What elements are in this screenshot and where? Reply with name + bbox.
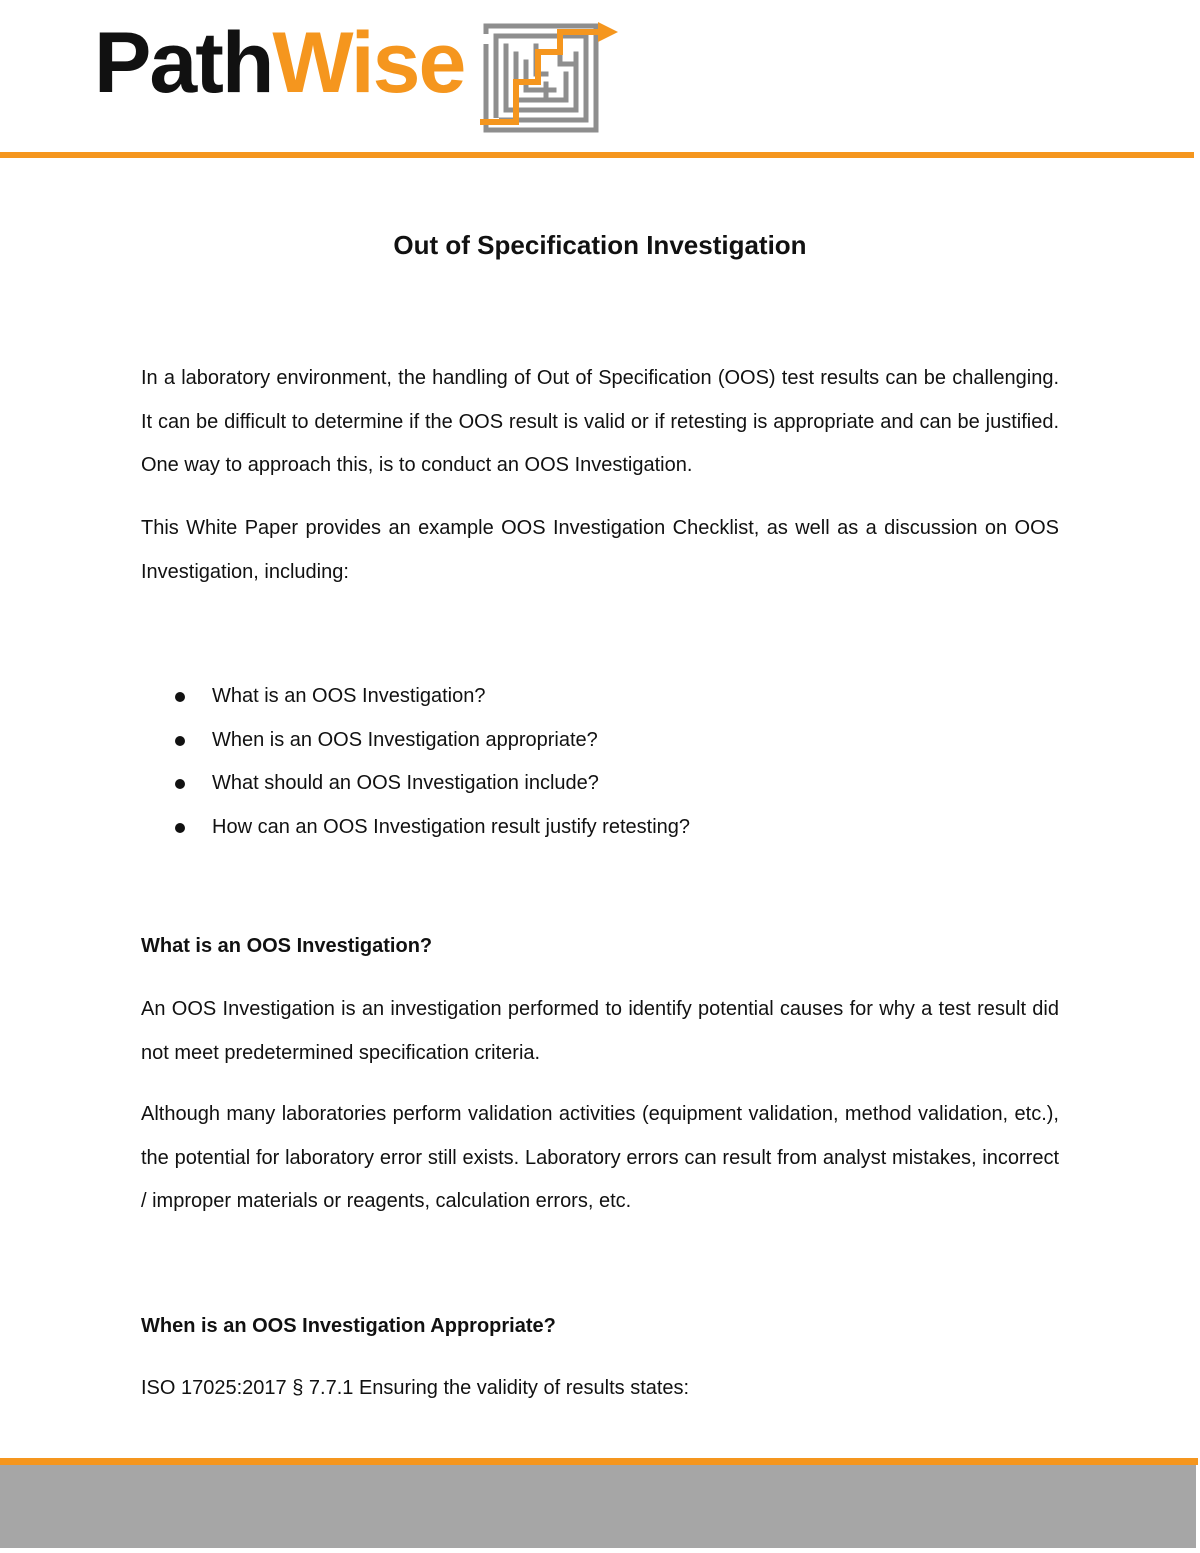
intro-paragraph-1-block [141,357,1059,488]
intro-paragraph-1: In a laboratory environment, the handling of Out of Specification (OOS) test results can be challenging. It can be difficult to determine if the OOS result is valid or if retesting is appropriate and can be justified. One way to approach this, is to conduct an OOS Investigation. [141,367,1059,476]
section2-paragraph-1: ISO 17025:2017 § 7.7.1 Ensuring the validity of results states: [141,1377,690,1399]
bullet-icon [175,692,185,702]
footer-band [0,1465,1196,1548]
list-item-text: How can an OOS Investigation result justify retesting? [212,816,691,839]
list-item-text: When is an OOS Investigation appropriate? [212,728,598,751]
section1-paragraph-2-block [141,1093,1059,1224]
list-item-text: What should an OOS Investigation include? [212,772,599,795]
section1-heading-block [141,931,1059,961]
list-item [141,675,690,719]
intro-paragraph-2-block [141,507,1059,594]
list-item [141,719,690,763]
logo-wordmark [94,15,465,111]
section1-paragraph-1-block [141,988,1059,1075]
section2-heading-block [141,1311,1059,1341]
section-heading-when-appropriate: When is an OOS Investigation Appropriate? [141,1315,556,1337]
topics-list [141,675,690,850]
bullet-icon [175,736,185,746]
header-divider [0,152,1194,158]
section1-paragraph-2: Although many laboratories perform validation activities (equipment validation, method validation, etc.), the potential for laboratory error still exists. Laboratory errors can result from analyst mistakes, incorrect / improper materials or reagents, calculation errors, etc. [141,1103,1059,1212]
intro-paragraph-2: This White Paper provides an example OOS Investigation Checklist, as well as a discussion on OOS Investigation, including: [141,517,1059,583]
document-title: Out of Specification Investigation [393,230,807,260]
section-heading-what-is: What is an OOS Investigation? [141,935,433,957]
logo-text-path: Path [94,15,273,111]
footer-divider [0,1458,1198,1465]
pathwise-logo [94,10,626,135]
logo-text-wise: Wise [272,15,465,111]
list-item [141,806,690,850]
bullet-icon [175,823,185,833]
maze-arrow-icon [476,14,626,134]
list-item [141,762,690,806]
bullet-icon [175,779,185,789]
list-item-text: What is an OOS Investigation? [212,685,486,707]
section2-paragraph-1-block [141,1367,1059,1411]
section1-paragraph-1: An OOS Investigation is an investigation performed to identify potential causes for why a test result did not meet predetermined specification criteria. [141,998,1059,1064]
